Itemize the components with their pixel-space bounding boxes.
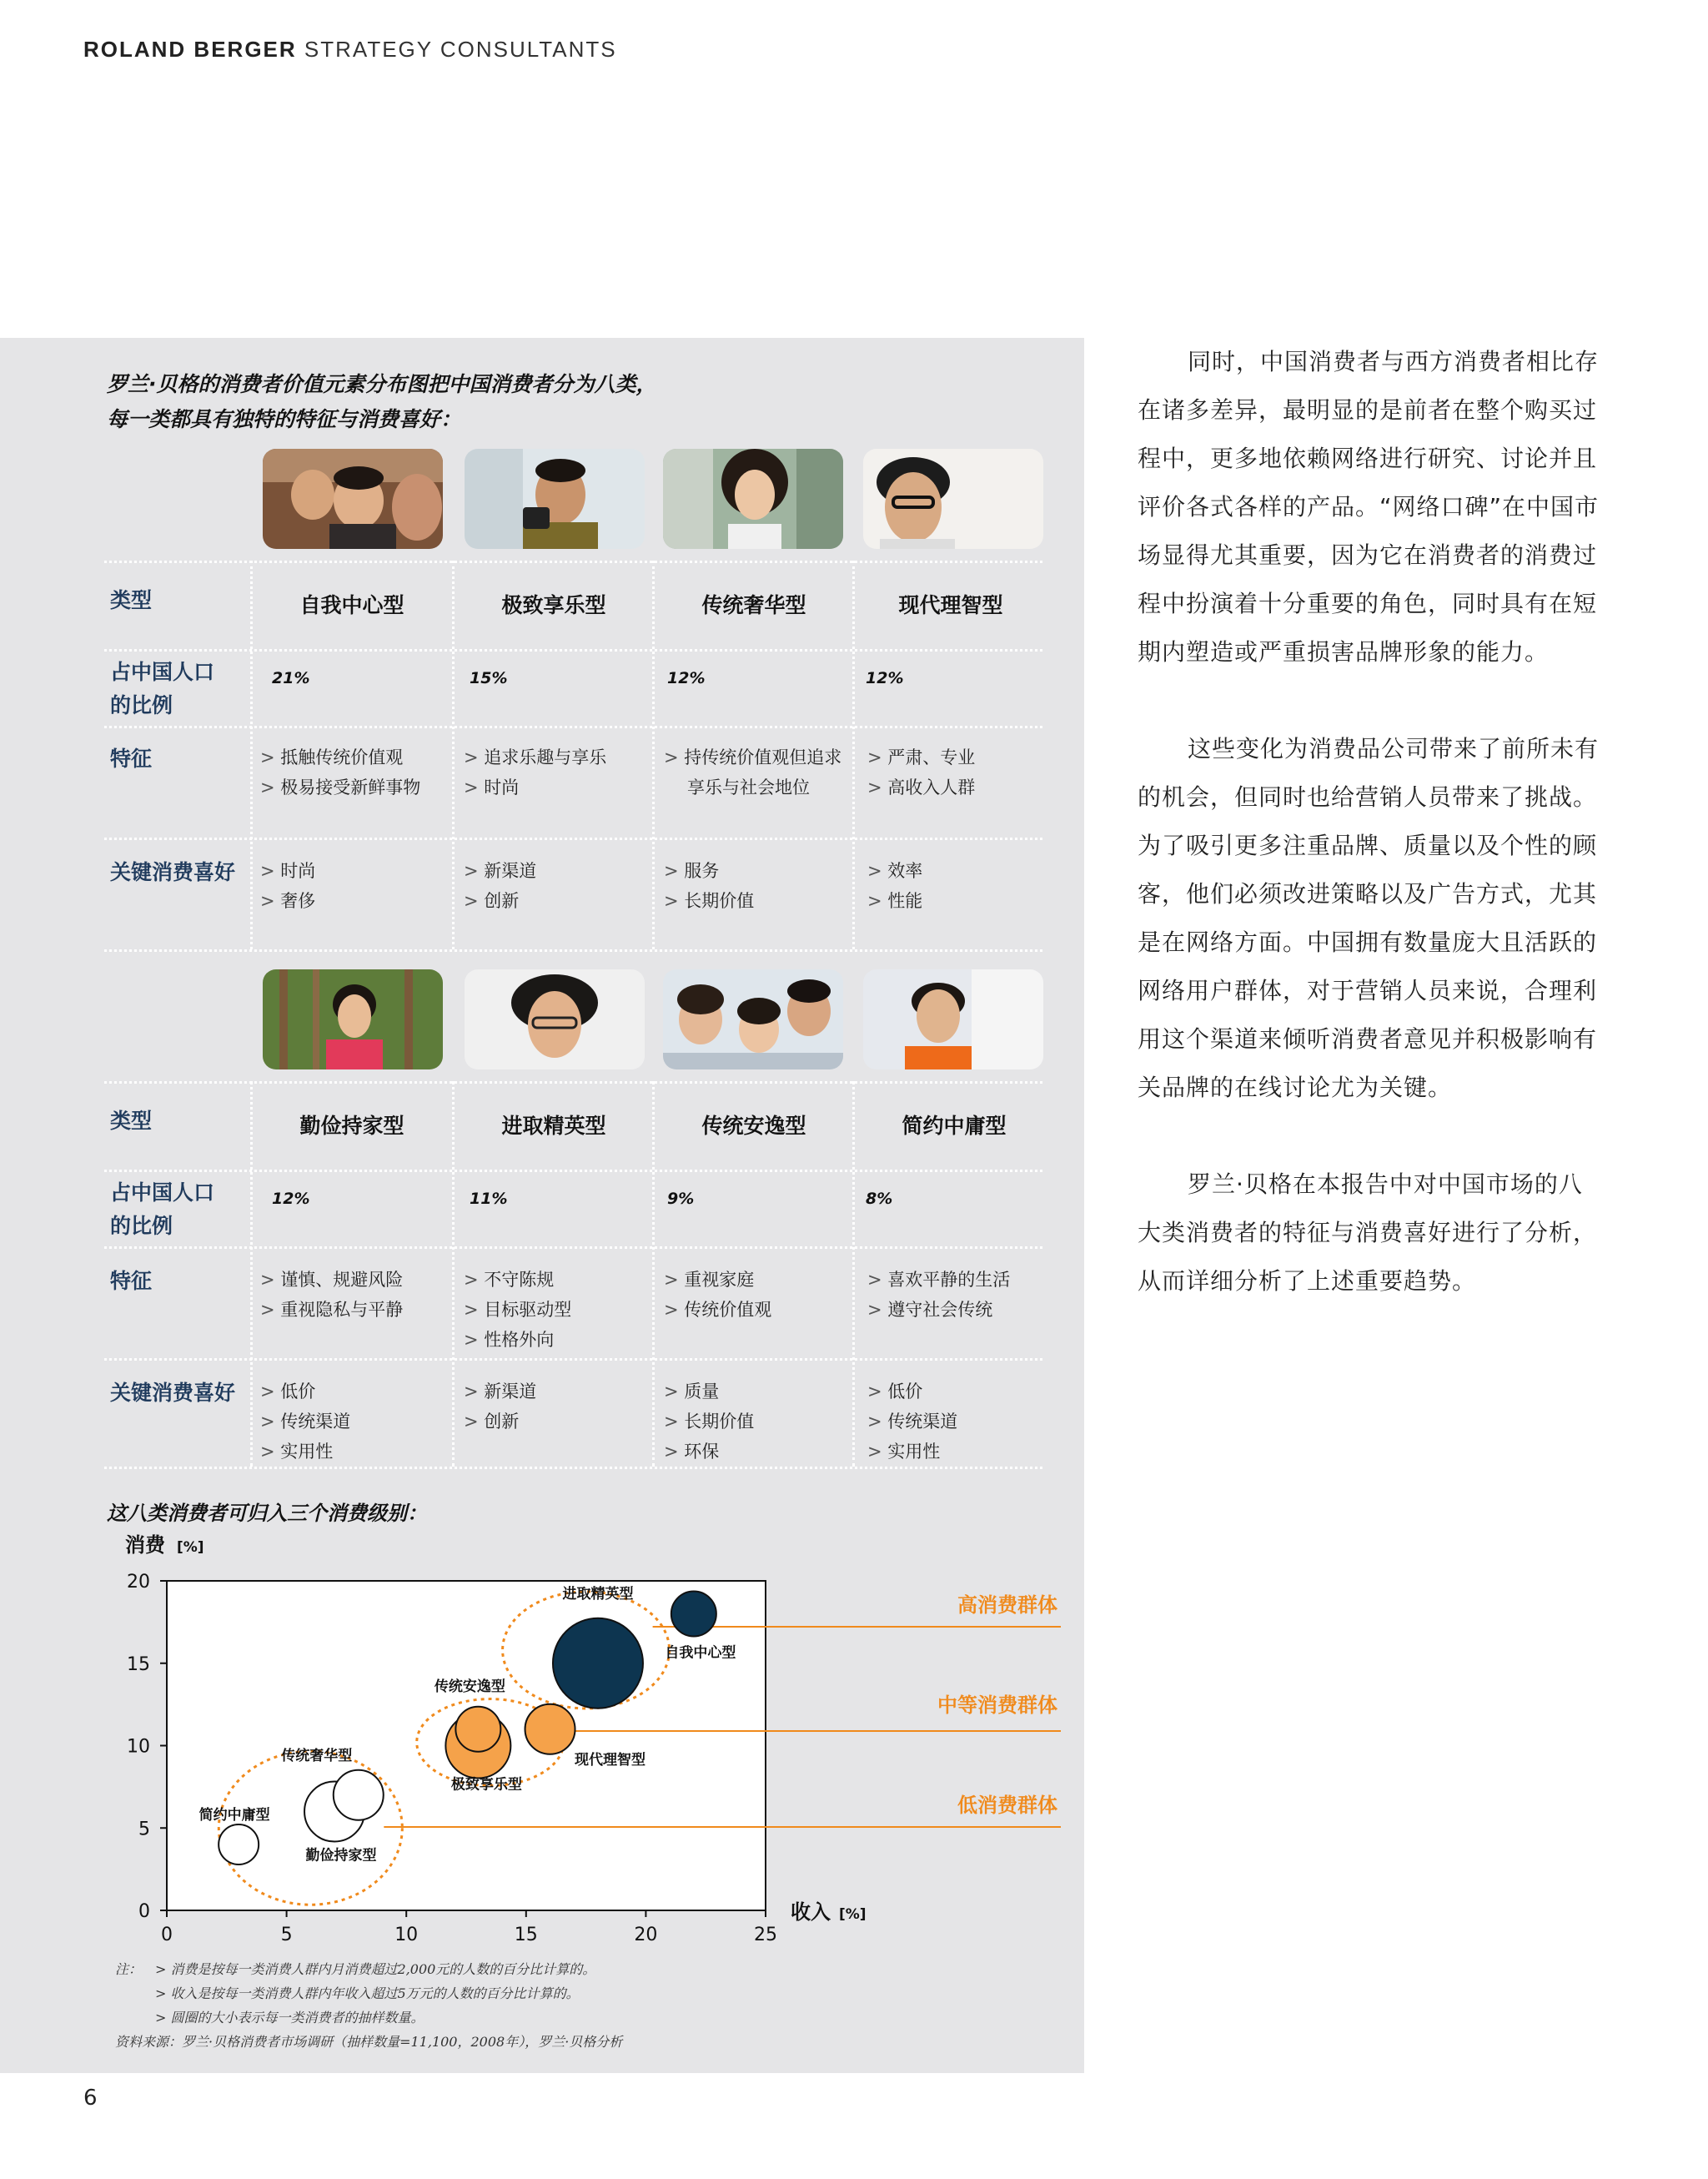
y-tick-label: 5 [138, 1819, 150, 1840]
pref-item: > 服务 [664, 856, 754, 886]
group-label-mid: 中等消费群体 [937, 1693, 1057, 1717]
y-tick-label: 15 [127, 1653, 150, 1675]
label-share [110, 1176, 214, 1243]
pref-item: > 创新 [464, 1407, 536, 1437]
bubble-label: 极致享乐型 [450, 1776, 522, 1794]
trait-item: > 重视隐私与平静 [260, 1295, 403, 1325]
row-divider [104, 1170, 1042, 1172]
label-prefs: 关键消费喜好 [110, 860, 236, 884]
share-pct: 12% [866, 669, 904, 687]
notes-prefix: 注： [115, 1961, 143, 1977]
x-tick-label: 25 [754, 1925, 777, 1945]
label-prefs: 关键消费喜好 [110, 1381, 236, 1405]
trait-item: > 极易接受新鲜事物 [260, 772, 420, 803]
body-paragraph: 同时，中国消费者与西方消费者相比存在诸多差异，最明显的是前者在整个购买过程中，更多地依赖网络进行研究、讨论并且评价各式各样的产品。“网络口碑”在中国市场显得尤其重要，因为它在消费者的消费过程中扮演着十分重要的角色，同时具有在短期内塑造或严重损害品牌形象的能力。 [1138, 348, 1600, 666]
bubble [553, 1618, 643, 1708]
row-divider [104, 1358, 1042, 1361]
intro-text [107, 367, 657, 437]
x-tick-label: 10 [394, 1925, 419, 1945]
trait-item: 享乐与社会地位 [687, 777, 810, 798]
prefs-list [664, 1376, 754, 1467]
bubble [334, 1770, 384, 1820]
x-tick-label: 20 [634, 1925, 658, 1945]
prefs-list [664, 856, 754, 916]
note-source: 资料来源：罗兰·贝格消费者市场调研（抽样数量=11,100，2008年），罗兰·贝格分析 [115, 2034, 623, 2050]
photo-consumer-8 [863, 969, 1043, 1069]
label-share-line-1: 占中国人口 [110, 1180, 215, 1205]
brand-name: ROLAND BERGER [83, 37, 297, 62]
prefs-list [464, 856, 536, 916]
trait-item: > 高收入人群 [867, 772, 975, 803]
share-pct: 12% [272, 1190, 310, 1208]
traits-list [664, 742, 841, 803]
bubble-label: 传统奢华型 [281, 1747, 353, 1764]
bubble-label: 勤俭持家型 [305, 1847, 377, 1864]
x-tick-label: 0 [161, 1925, 173, 1945]
pref-item: > 新渠道 [464, 1376, 536, 1407]
pref-item: > 效率 [867, 856, 922, 886]
trait-item: > 遵守社会传统 [867, 1295, 1010, 1325]
bubble-label: 现代理智型 [575, 1751, 646, 1769]
bubble [525, 1704, 575, 1754]
traits-list [260, 1265, 403, 1325]
row-divider [104, 1467, 1042, 1469]
trait-item: > 传统价值观 [664, 1295, 771, 1325]
chart-caption: 这八类消费者可归入三个消费级别： [107, 1502, 427, 1525]
pref-item: > 性能 [867, 886, 922, 916]
photo-consumer-2 [465, 449, 645, 549]
body-paragraph: 罗兰·贝格在本报告中对中国市场的八大类消费者的特征与消费喜好进行了分析，从而详细分析了上述重要趋势。 [1138, 1170, 1598, 1295]
traits-list [867, 1265, 1010, 1325]
prefs-list [260, 856, 315, 916]
row-divider [104, 838, 1042, 840]
group-label-low: 低消费群体 [957, 1794, 1057, 1817]
pref-item: > 长期价值 [664, 1407, 754, 1437]
pref-item: > 传统渠道 [260, 1407, 350, 1437]
trait-item: > 持传统价值观但追求 [664, 742, 841, 772]
pref-item: > 环保 [664, 1437, 754, 1467]
intro-line-2: 每一类都具有独特的特征与消费喜好： [107, 407, 462, 431]
y-axis-unit: [%] [177, 1539, 204, 1556]
photo-consumer-5 [263, 969, 443, 1069]
share-pct: 21% [272, 669, 310, 687]
prefs-list [867, 1376, 957, 1467]
pref-item: > 实用性 [260, 1437, 350, 1467]
label-traits: 特征 [110, 747, 153, 771]
y-tick-label: 10 [127, 1736, 150, 1758]
pref-item: > 奢侈 [260, 886, 315, 916]
pref-item: > 低价 [867, 1376, 957, 1407]
row-divider [104, 726, 1042, 728]
share-pct: 11% [470, 1190, 508, 1208]
type-name: 极致享乐型 [501, 593, 606, 617]
bubble-label: 进取精英型 [562, 1585, 634, 1603]
label-traits: 特征 [110, 1269, 153, 1293]
type-name: 传统安逸型 [701, 1114, 806, 1138]
x-tick-label: 15 [514, 1925, 538, 1945]
traits-list [464, 742, 606, 803]
row-divider [104, 1246, 1042, 1249]
label-share-line-2: 的比例 [110, 693, 173, 717]
trait-item: > 时尚 [464, 772, 606, 803]
type-name: 进取精英型 [501, 1114, 606, 1138]
trait-item: > 重视家庭 [664, 1265, 771, 1295]
prefs-list [867, 856, 922, 916]
share-pct: 8% [866, 1190, 893, 1208]
pref-item: > 传统渠道 [867, 1407, 957, 1437]
brand-tagline: STRATEGY CONSULTANTS [304, 37, 617, 62]
trait-item: > 谨慎、规避风险 [260, 1265, 403, 1295]
share-pct: 12% [667, 669, 706, 687]
bubble-label: 简约中庸型 [198, 1807, 270, 1824]
x-axis-unit: [%] [839, 1906, 867, 1923]
share-pct: 9% [667, 1190, 695, 1208]
y-tick-label: 20 [127, 1572, 150, 1593]
row-divider [104, 949, 1042, 952]
traits-list [260, 742, 420, 803]
trait-item: > 严肃、专业 [867, 742, 975, 772]
bubble [671, 1592, 716, 1637]
type-name: 传统奢华型 [701, 593, 806, 617]
trait-item: > 目标驱动型 [464, 1295, 571, 1325]
label-type: 类型 [110, 1109, 153, 1133]
label-share [110, 656, 214, 722]
traits-list [867, 742, 975, 803]
bubble-label: 传统安逸型 [434, 1678, 505, 1695]
type-name: 简约中庸型 [902, 1114, 1007, 1138]
photo-consumer-6 [465, 969, 645, 1069]
bubble [219, 1824, 259, 1864]
pref-item: > 创新 [464, 886, 536, 916]
trait-item: > 追求乐趣与享乐 [464, 742, 606, 772]
x-tick-label: 5 [280, 1925, 293, 1945]
bubble-chart [0, 1518, 1084, 1952]
pref-item: > 新渠道 [464, 856, 536, 886]
prefs-list [260, 1376, 350, 1467]
group-label-high: 高消费群体 [957, 1593, 1057, 1617]
type-name: 勤俭持家型 [299, 1114, 404, 1138]
note-item: > 消费是按每一类消费人群内月消费超过2,000元的人数的百分比计算的。 [155, 1961, 596, 1977]
label-share-line-1: 占中国人口 [110, 660, 215, 684]
bubble [455, 1707, 500, 1752]
photo-consumer-7 [663, 969, 843, 1069]
brand-header [83, 37, 617, 63]
intro-line-1: 罗兰·贝格的消费者价值元素分布图把中国消费者分为八类， [107, 372, 657, 396]
type-name: 自我中心型 [299, 593, 404, 617]
label-type: 类型 [110, 588, 153, 612]
x-axis-label: 收入 [791, 1900, 831, 1924]
row-divider [104, 649, 1042, 652]
y-axis-label: 消费 [125, 1533, 165, 1557]
trait-item: > 不守陈规 [464, 1265, 571, 1295]
y-tick-label: 0 [138, 1901, 150, 1922]
body-paragraph: 这些变化为消费品公司带来了前所未有的机会，但同时也给营销人员带来了挑战。为了吸引更多注重品牌、质量以及个性的顾客，他们必须改进策略以及广告方式，尤其是在网络方面。中国拥有数量庞大且活跃的网络用户群体，对于营销人员来说，合理利用这个渠道来倾听消费者意见并积极影响有关品牌的在线讨论尤为关键。 [1138, 735, 1600, 1101]
bubble-label: 自我中心型 [665, 1644, 736, 1662]
pref-item: > 时尚 [260, 856, 315, 886]
note-item: > 圆圈的大小表示每一类消费者的抽样数量。 [155, 2010, 424, 2026]
pref-item: > 低价 [260, 1376, 350, 1407]
trait-item: > 喜欢平静的生活 [867, 1265, 1010, 1295]
row-divider [104, 1081, 1042, 1084]
pref-item: > 质量 [664, 1376, 754, 1407]
share-pct: 15% [470, 669, 508, 687]
traits-list [664, 1265, 771, 1325]
photo-consumer-1 [263, 449, 443, 549]
trait-item: > 抵触传统价值观 [260, 742, 420, 772]
photo-consumer-3 [663, 449, 843, 549]
prefs-list [464, 1376, 536, 1437]
body-text-column [1138, 338, 1605, 1354]
traits-list [464, 1265, 571, 1355]
type-name: 现代理智型 [898, 593, 1003, 617]
note-item: > 收入是按每一类消费人群内年收入超过5万元的人数的百分比计算的。 [155, 1985, 580, 2001]
pref-item: > 实用性 [867, 1437, 957, 1467]
pref-item: > 长期价值 [664, 886, 754, 916]
row-divider [104, 561, 1042, 563]
photo-consumer-4 [863, 449, 1043, 549]
chart-notes [115, 1957, 622, 2054]
trait-item: > 性格外向 [464, 1325, 571, 1355]
label-share-line-2: 的比例 [110, 1214, 173, 1238]
page-number: 6 [83, 2086, 98, 2111]
